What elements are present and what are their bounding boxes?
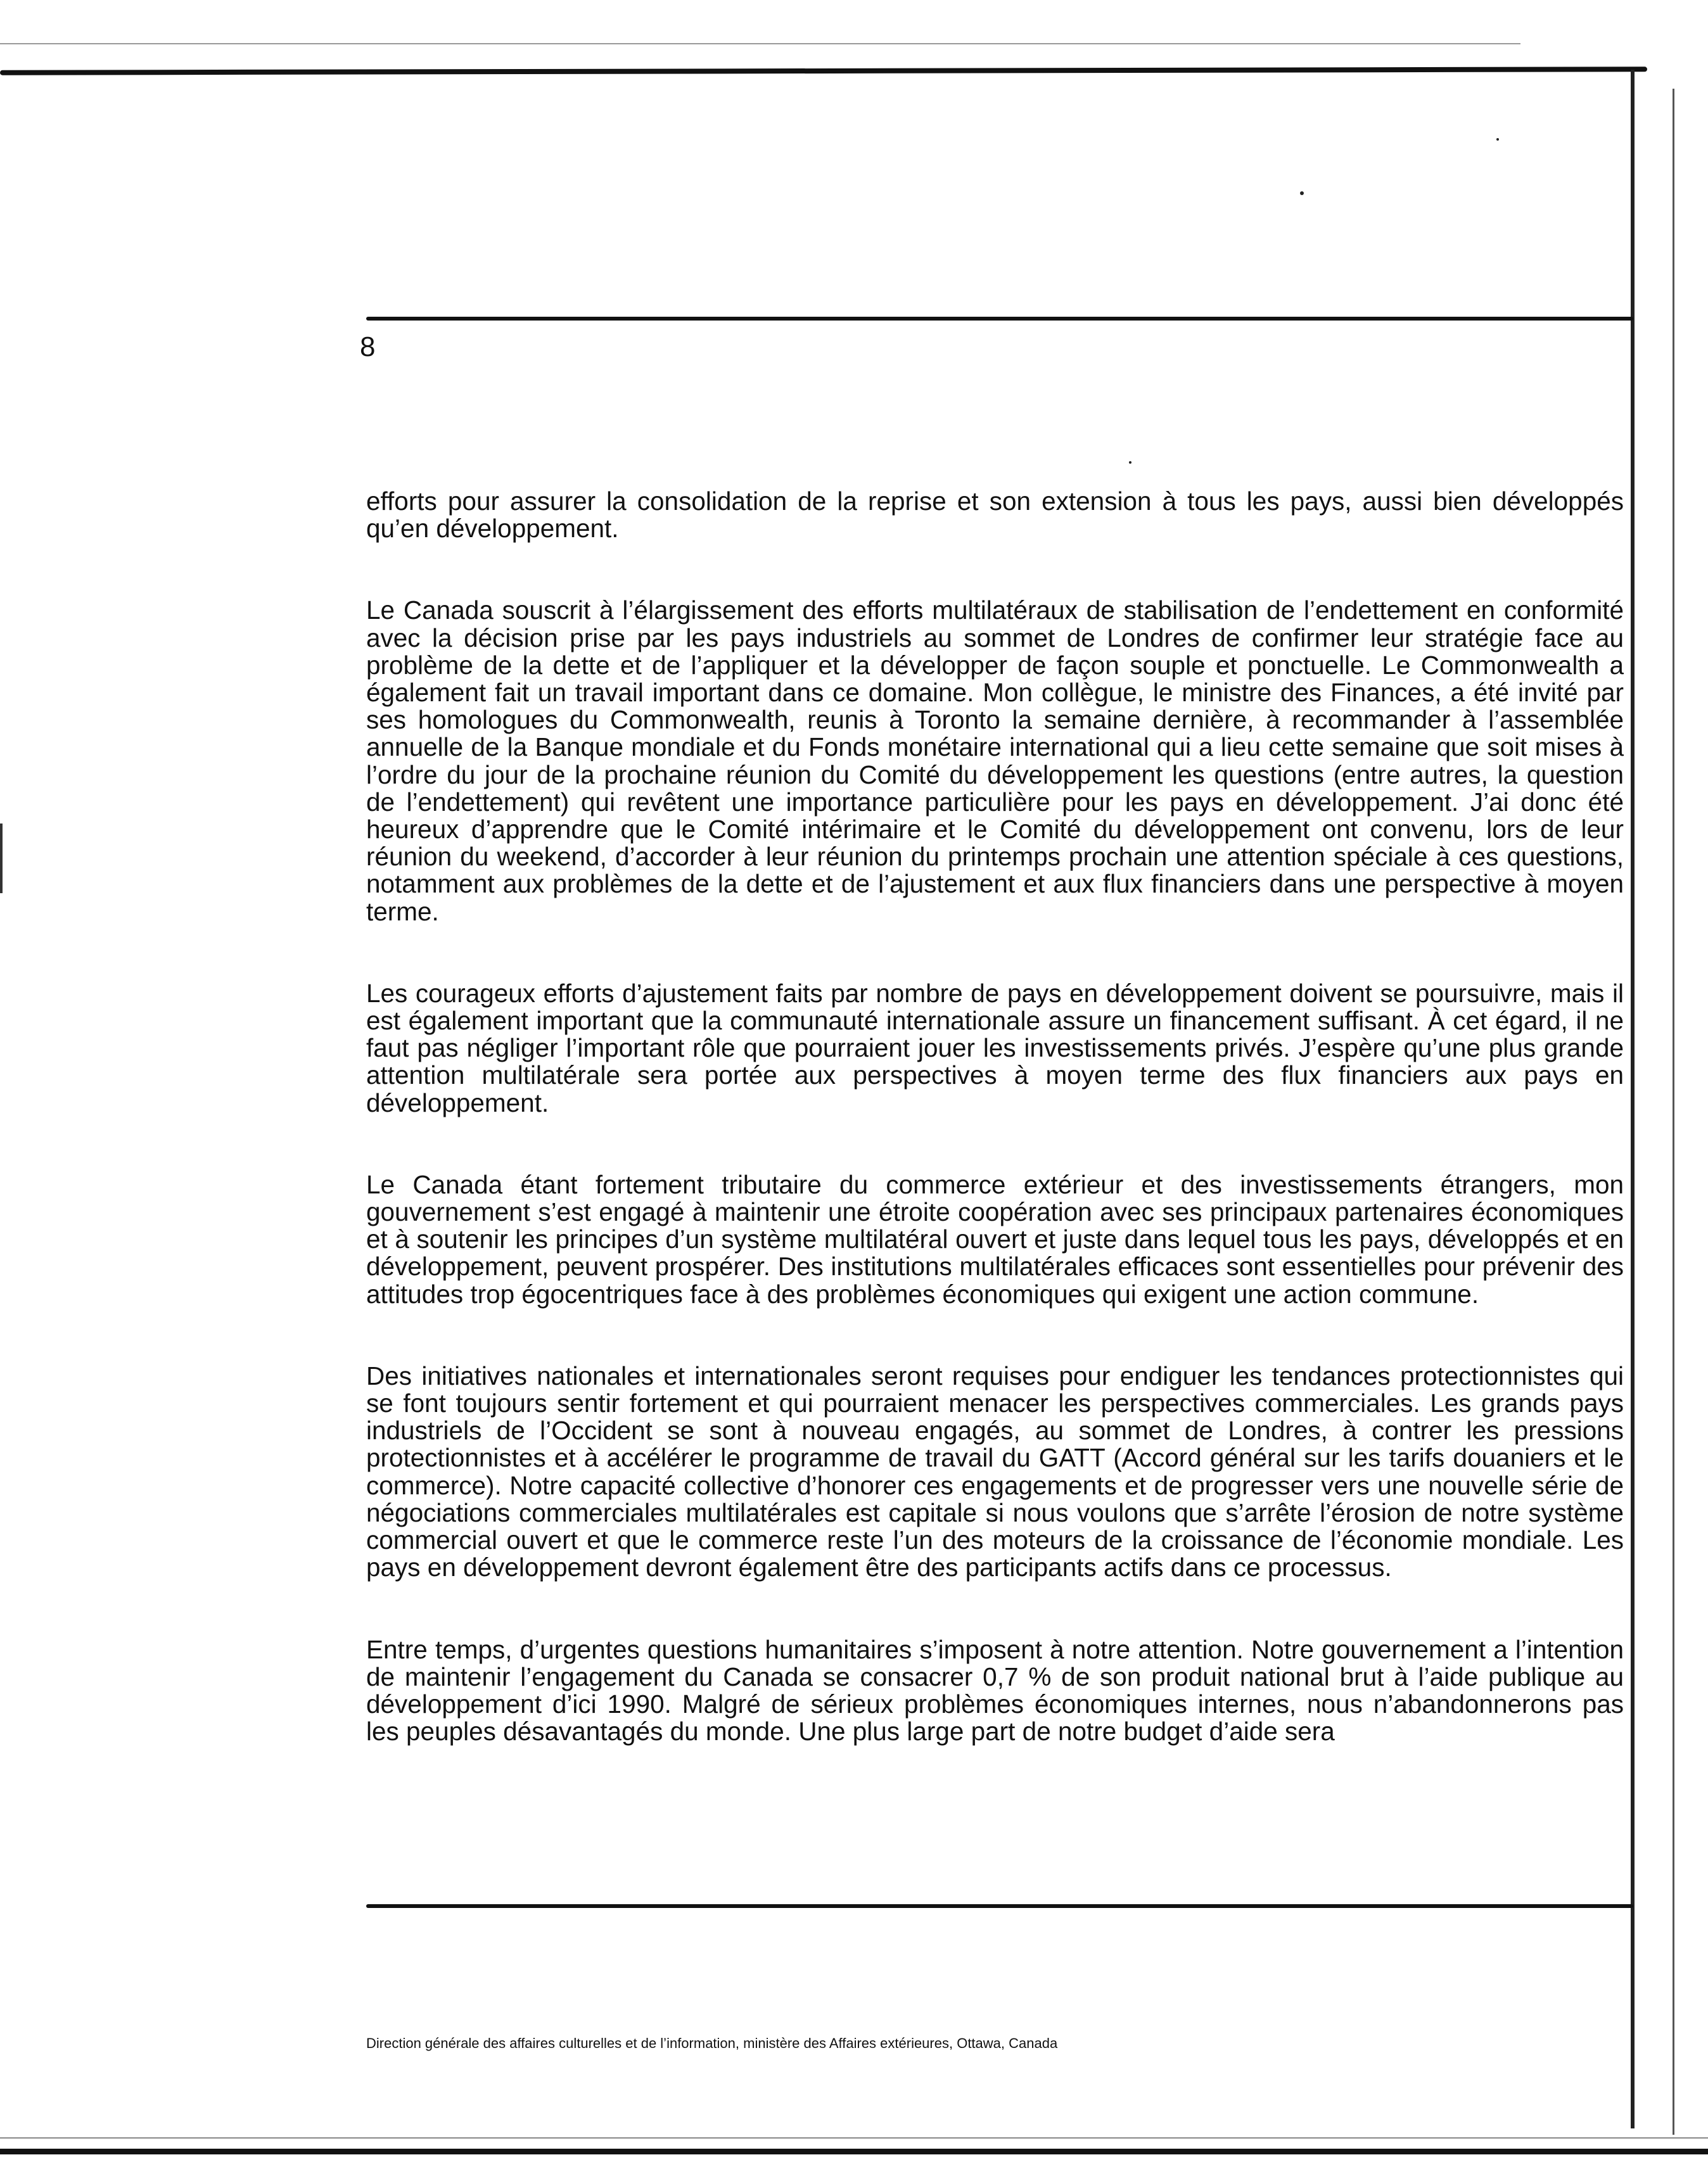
footer-rule: [366, 1904, 1633, 1908]
scan-edge-line-bottom: [0, 2137, 1708, 2139]
paragraph: Le Canada souscrit à l’élargissement des efforts multilatéraux de stabilisation de l’endettement en conformité avec la décision prise par les pays industriels au sommet de Londres de confirmer leur stratégie face au problème de la dette et de l’appliquer et la développer de façon souple et ponctuelle. Le Commonwealth a également fait un travail important dans ce domaine. Mon collègue, le ministre des Finances, a été invité par ses homologues du Commonwealth, reunis à Toronto la semaine dernière, à recommander à l’assemblée annuelle de la Banque mondiale et du Fonds monétaire international qui a lieu cette semaine que soit mises à l’ordre du jour de la prochaine réunion du Comité du développement les questions (entre autres, la question de l’endettement) qui revêtent une importance particulière pour les pays en développement. J’ai donc été heureux d’apprendre que le Comité intérimaire et le Comité du développement ont convenu, lors de leur réunion du weekend, d’accorder à leur réunion du printemps prochain une attention spéciale à ces questions, notamment aux problèmes de la dette et de l’ajustement et aux flux financiers dans une perspective à moyen terme.: [366, 595, 1624, 926]
footer-credit: Direction générale des affaires culturelles et de l’information, ministère des Affaires extérieures, Ottawa, Canada: [366, 2035, 1058, 2051]
scan-speck: [1496, 138, 1499, 141]
scan-bottom-border: [0, 2149, 1708, 2154]
paragraph: efforts pour assurer la consolidation de la reprise et son extension à tous les pays, aussi bien développés qu’en développement.: [366, 486, 1624, 544]
scan-speck: [1300, 191, 1304, 195]
paragraph: Des initiatives nationales et internationales seront requises pour endiguer les tendances protectionnistes qui se font toujours sentir fortement et qui pourraient menacer les perspectives commerciales. Les grands pays industriels de l’Occident se sont à nouveau engagés, au sommet de Londres, à contrer les pressions protectionnistes et à accélérer le programme de travail du GATT (Accord général sur les tarifs douaniers et le commerce). Notre capacité collective d’honorer ces engagements et de progresser vers une nouvelle série de négociations commerciales multilatérales est capitale si nous voulons que s’arrête l’érosion de notre système commercial ouvert et que le commerce reste l’un des moteurs de la croissance de l’économie mondiale. Les pays en développement devront également être des participants actifs dans ce processus.: [366, 1361, 1624, 1582]
scan-top-border: [0, 67, 1647, 75]
paragraph: Entre temps, d’urgentes questions humanitaires s’imposent à notre attention. Notre gouvernement a l’intention de maintenir l’engagement du Canada se consacrer 0,7 % de son produit national brut à l’aide publique au développement d’ici 1990. Malgré de sérieux problèmes économiques internes, nous n’abandonnerons pas les peuples désavantagés du monde. Une plus large part de notre budget d’aide sera: [366, 1634, 1624, 1746]
scan-far-right-edge: [1673, 89, 1674, 2135]
scan-speck: [1129, 461, 1131, 464]
paragraph: Les courageux efforts d’ajustement faits par nombre de pays en développement doivent se poursuivre, mais il est également important que la communauté internationale assure un financement suffisant. À cet égard, il ne faut pas négliger l’important rôle que pourraient jouer les investissements privés. J’espère qu’une plus grande attention multilatérale sera portée aux perspectives à moyen terme des flux financiers aux pays en développement.: [366, 978, 1624, 1117]
body-text: [366, 488, 1624, 1745]
scan-left-mark: [0, 823, 3, 893]
paragraph: Le Canada étant fortement tributaire du commerce extérieur et des investissements étrangers, mon gouvernement s’est engagé à maintenir une étroite coopération avec ses principaux partenaires économiques et à soutenir les principes d’un système multilatéral ouvert et juste dans lequel tous les pays, développés et en développement, peuvent prospérer. Des institutions multilatérales efficaces sont essentielles pour prévenir des attitudes trop égocentriques face à des problèmes économiques qui exigent une action commune.: [366, 1169, 1624, 1309]
scan-edge-line: [0, 43, 1520, 44]
header-rule: [366, 317, 1633, 321]
page-number: 8: [360, 331, 376, 362]
scan-right-edge: [1631, 70, 1635, 2128]
